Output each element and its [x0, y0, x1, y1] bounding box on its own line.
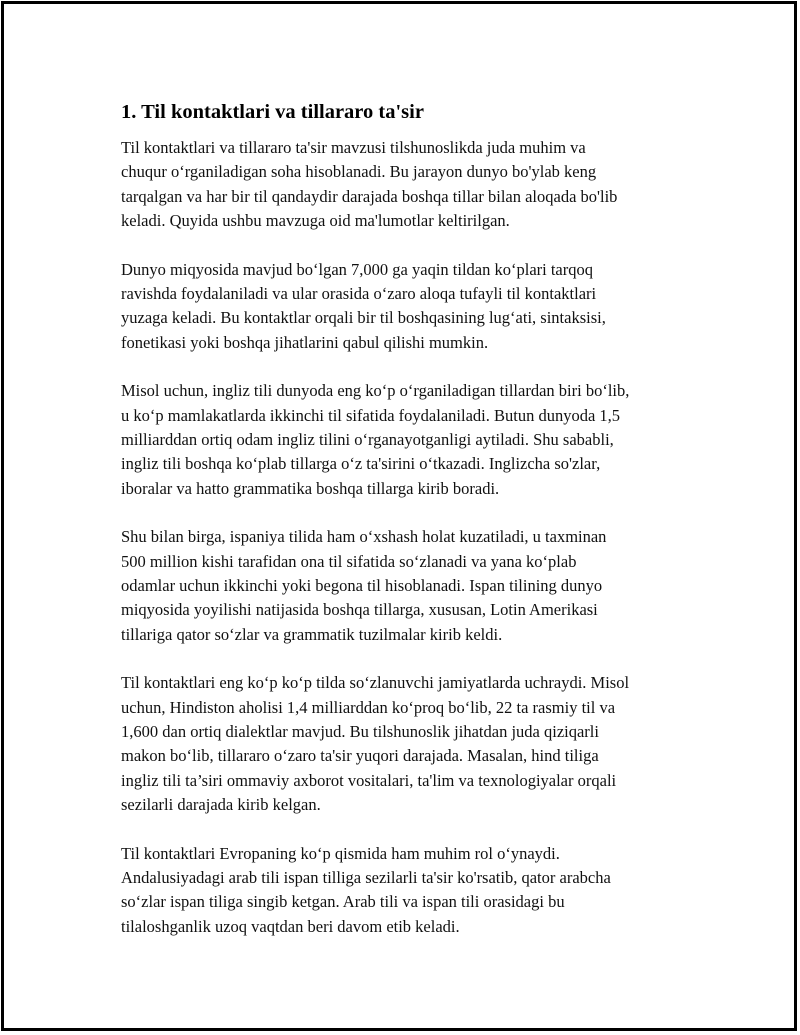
- text-line: fonetikasi yoki boshqa jihatlarini qabul qilishi mumkin.: [121, 332, 489, 352]
- paragraph-3: [121, 379, 707, 500]
- text-line: tarqalgan va har bir til qandaydir darajada boshqa tillar bilan aloqada bo'lib: [121, 186, 618, 206]
- text-line: Shu bilan birga, ispaniya tilida ham o‘xshash holat kuzatiladi, u taxminan: [121, 527, 607, 547]
- page-frame: [1, 1, 797, 1031]
- text-line: sezilarli darajada kirib kelgan.: [121, 794, 321, 814]
- paragraph-6: [121, 842, 707, 939]
- text-line: Dunyo miqyosida mavjud bo‘lgan 7,000 ga yaqin tildan ko‘plari tarqoq: [121, 259, 593, 279]
- text-line: ingliz tili boshqa ko‘plab tillarga o‘z ta'sirini o‘tkazadi. Inglizcha so'zlar,: [121, 454, 601, 474]
- text-line: keladi. Quyida ushbu mavzuga oid ma'lumotlar keltirilgan.: [121, 210, 510, 230]
- paragraph-2: [121, 258, 707, 355]
- text-line: Misol uchun, ingliz tili dunyoda eng ko‘p o‘rganiladigan tillardan biri bo‘lib,: [121, 381, 630, 401]
- text-line: iboralar va hatto grammatika boshqa tillarga kirib boradi.: [121, 478, 500, 498]
- text-line: ravishda foydalaniladi va ular orasida o‘zaro aloqa tufayli til kontaktlari: [121, 283, 597, 303]
- text-line: 1,600 dan ortiq dialektlar mavjud. Bu tilshunoslik jihatdan juda qiziqarli: [121, 721, 599, 741]
- text-line: yuzaga keladi. Bu kontaktlar orqali bir til boshqasining lug‘ati, sintaksisi,: [121, 308, 606, 328]
- paragraph-5: [121, 671, 707, 817]
- text-line: uchun, Hindiston aholisi 1,4 milliarddan ko‘proq bo‘lib, 22 ta rasmiy til va: [121, 697, 616, 717]
- text-line: makon bo‘lib, tillararo o‘zaro ta'sir yuqori darajada. Masalan, hind tiliga: [121, 746, 599, 766]
- text-line: odamlar uchun ikkinchi yoki begona til hisoblanadi. Ispan tilining dunyo: [121, 575, 603, 595]
- text-line: tilaloshganlik uzoq vaqtdan beri davom etib keladi.: [121, 916, 460, 936]
- text-line: chuqur o‘rganiladigan soha hisoblanadi. Bu jarayon dunyo bo'ylab keng: [121, 162, 597, 182]
- text-line: Til kontaktlari eng ko‘p ko‘p tilda so‘zlanuvchi jamiyatlarda uchraydi. Misol: [121, 673, 630, 693]
- text-line: 500 million kishi tarafidan ona til sifatida so‘zlanadi va yana ko‘plab: [121, 551, 577, 571]
- text-line: ingliz tili ta’siri ommaviy axborot vositalari, ta'lim va texnologiyalar orqali: [121, 770, 617, 790]
- paragraph-4: [121, 525, 707, 646]
- text-line: Til kontaktlari Evropaning ko‘p qismida ham muhim rol o‘ynaydi.: [121, 843, 560, 863]
- text-line: tillariga qator so‘zlar va grammatik tuzilmalar kirib keldi.: [121, 624, 503, 644]
- text-line: miqyosida yoyilishi natijasida boshqa tillarga, xususan, Lotin Amerikasi: [121, 600, 598, 620]
- text-line: milliarddan ortiq odam ingliz tilini o‘rganayotganligi aytiladi. Shu sababli,: [121, 429, 614, 449]
- document-body: [117, 100, 707, 963]
- text-line: so‘zlar ispan tiliga singib ketgan. Arab tili va ispan tili orasidagi bu: [121, 892, 565, 912]
- text-line: Til kontaktlari va tillararo ta'sir mavzusi tilshunoslikda juda muhim va: [121, 138, 586, 157]
- section-heading: 1. Til kontaktlari va tillararo ta'sir: [121, 101, 424, 123]
- text-line: u ko‘p mamlakatlarda ikkinchi til sifatida foydalaniladi. Butun dunyoda 1,5: [121, 405, 621, 425]
- paragraph-1: [121, 136, 707, 233]
- text-line: Andalusiyadagi arab tili ispan tilliga sezilarli ta'sir ko'rsatib, qator arabcha: [121, 867, 611, 887]
